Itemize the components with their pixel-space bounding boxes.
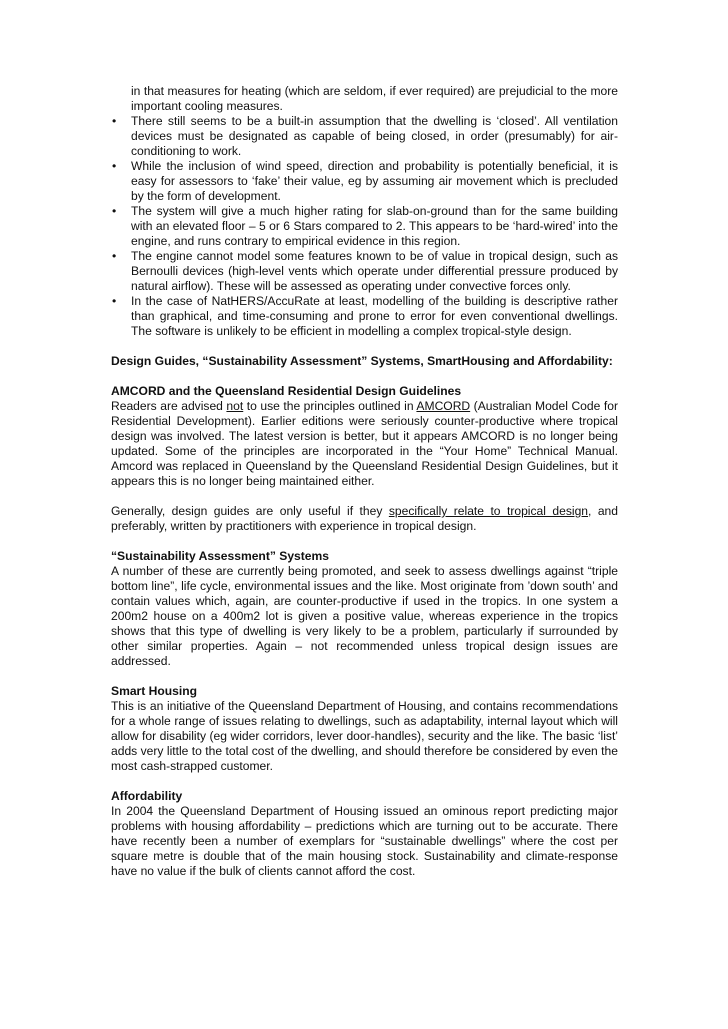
affordability-paragraph: In 2004 the Queensland Department of Housing issued an ominous report predicting major problems with housing affordability – predictions which are turning out to be accurate. There have recently been a number of exemplars for “sustainable dwellings” where the cost per square metre is double that of the main housing stock. Sustainability and climate-response have no value if the bulk of clients cannot afford the cost. xyxy=(111,804,618,878)
not-emphasis: not xyxy=(226,399,244,413)
smart-housing-heading: Smart Housing xyxy=(111,684,198,698)
list-item xyxy=(111,114,618,159)
bullet-icon: • xyxy=(112,114,117,128)
list-item xyxy=(111,159,618,204)
sustainability-heading: “Sustainability Assessment” Systems xyxy=(111,549,330,563)
bullet-icon: • xyxy=(112,159,117,173)
list-item-text: While the inclusion of wind speed, direction and probability is potentially beneficial, it is easy for assessors to ‘fake’ their value, eg by assuming air movement which is precluded by the form of development. xyxy=(131,159,618,203)
bullet-icon: • xyxy=(112,294,117,308)
sustainability-paragraph: A number of these are currently being promoted, and seek to assess dwellings against “triple bottom line”, life cycle, environmental issues and the like. Most originate from ’down south’ and contain values which, again, are counter-productive if used in the tropics. In one system a 200m2 house on a 400m2 lot is given a positive value, whereas experience in the tropics shows that this type of dwelling is very likely to be a problem, particularly if surrounded by other similar properties. Again – not recommended unless tropical design issues are addressed. xyxy=(111,564,618,668)
smart-housing-paragraph: This is an initiative of the Queensland Department of Housing, and contains recommendations for a whole range of issues relating to dwellings, such as adaptability, internal layout which will allow for disability (eg wider corridors, lever door-handles), security and the like. The basic ‘list’ adds very little to the total cost of the dwelling, and should therefore be considered by even the most cash-strapped customer. xyxy=(111,699,618,773)
list-item xyxy=(111,249,618,294)
affordability-heading: Affordability xyxy=(111,789,183,803)
list-item xyxy=(111,294,618,339)
list-item xyxy=(111,204,618,249)
list-item-text: There still seems to be a built-in assumption that the dwelling is ‘closed’. All ventilation devices must be designated as capable of being closed, in order (presumably) for air-conditioning to work. xyxy=(131,114,618,158)
tropical-design-emphasis: specifically relate to tropical design xyxy=(388,504,589,518)
amcord-link: AMCORD xyxy=(416,399,471,413)
bullet-icon: • xyxy=(112,249,117,263)
list-item-text: The engine cannot model some features known to be of value in tropical design, such as Bernoulli devices (high-level vents which operate under differential pressure produced by natural airflow). These will be assessed as operating under convective forces only. xyxy=(131,249,618,293)
section-heading: Design Guides, “Sustainability Assessment” Systems, SmartHousing and Affordability: xyxy=(111,354,613,368)
bullet-list xyxy=(111,114,618,339)
list-item-text: The system will give a much higher rating for slab-on-ground than for the same building with an elevated floor – 5 or 6 Stars compared to 2. This appears to be ‘hard-wired’ into the engine, and runs contrary to empirical evidence in this region. xyxy=(131,204,618,248)
list-item-text: In the case of NatHERS/AccuRate at least, modelling of the building is descriptive rather than graphical, and time-consuming and prone to error for even conventional dwellings. The software is unlikely to be efficient in modelling a complex tropical-style design. xyxy=(131,294,618,338)
amcord-heading: AMCORD and the Queensland Residential Design Guidelines xyxy=(111,384,462,398)
amcord-paragraph: Readers are advised not to use the principles outlined in AMCORD (Australian Model Code for Residential Development). Earlier editions were seriously counter-productive where tropical design was involved. The latest version is better, but it appears AMCORD is no longer being updated. Some of the principles are incorporated in the “Your Home” Technical Manual. Amcord was replaced in Queensland by the Queensland Residential Design Guidelines, but it appears this is no longer being maintained either. xyxy=(111,399,618,488)
bullet-continuation: in that measures for heating (which are seldom, if ever required) are prejudicial to the more important cooling measures. xyxy=(131,84,618,113)
document-page xyxy=(111,84,618,879)
design-guides-paragraph: Generally, design guides are only useful if they specifically relate to tropical design, and preferably, written by practitioners with experience in tropical design. xyxy=(111,504,619,533)
bullet-icon: • xyxy=(112,204,117,218)
